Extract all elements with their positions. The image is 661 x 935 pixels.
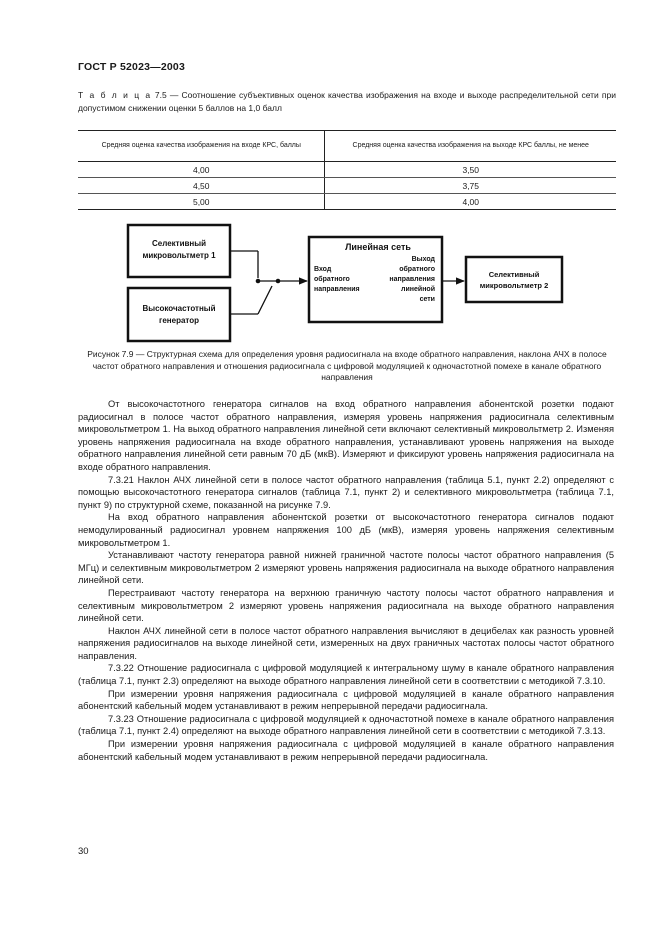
network-title: Линейная сеть [345, 242, 411, 252]
paragraph: От высокочастотного генератора сигналов на вход обратного направления абонентской розетки подают радиосигнал в полосе частот обратного направления, измеряя уровень напряжения радиосигнала селективным микровольтметром 1. На выход обратного направления линейной сети включают селективный микровольтметр 2. Изменяя уровень напряжения радиосигнала на входе обратного направления, устанавливают уровень напряжения на выходе обратного направления линейной сети равным 70 дБ (мкВ). Измеряют и фиксируют уровень напряжения радиосигнала на входе обратного направления. [78, 399, 614, 472]
paragraph: Перестраивают частоту генератора на верхнюю граничную частоту полосы частот обратного направления и селективным микровольтметром 2 измеряют уровень напряжения радиосигнала на выходе обратного направления линейной сети. [78, 587, 614, 624]
table-cell: 5,00 [78, 194, 325, 210]
table-caption-text: 7.5 — Соотношение субъективных оценок качества изображения на входе и выходе распределительной сети при допустимом снижении оценки 5 баллов на 1,0 балл [78, 90, 616, 113]
paragraph: Наклон АЧХ линейной сети в полосе частот обратного направления вычисляют в децибелах как разность уровней напряжения радиосигналов на выходе линейной сети, измеренных на двух граничных частотах полосы частот обратного направления. [78, 625, 614, 661]
selective-2-line-2: микровольтметр 2 [479, 281, 549, 290]
table-cell: 4,50 [78, 178, 325, 194]
generator-line-1: Высокочастотный [142, 304, 216, 313]
network-output-line-1: Выход [411, 256, 435, 263]
table-caption-label: Т а б л и ц а [78, 90, 152, 100]
table-cell: 4,00 [78, 162, 325, 178]
selective-microvoltmeter-2-box [466, 257, 562, 302]
table-cell: 3,50 [325, 162, 616, 178]
paragraph: При измерении уровня напряжения радиосигнала с цифровой модуляцией в канале обратного направления абонентский кабельный модем устанавливают в режим непрерывной передачи радиосигнала. [78, 688, 614, 712]
table-header-output: Средняя оценка качества изображения на выходе КРС баллы, не менее [325, 131, 616, 162]
table-header-row [78, 131, 616, 162]
selective-2-line-1: Селективный [488, 270, 540, 279]
network-output-line-4: линейной [401, 286, 435, 293]
network-output-line-3: направления [389, 276, 435, 283]
switch-connections [230, 251, 307, 314]
paragraph: Устанавливают частоту генератора равной нижней граничной частоте полосы частот обратного направления (5 МГц) и селективным микровольтметром 2 измеряют уровень напряжения радиосигнала на выходе обратного направления линейной сети. [78, 550, 614, 586]
document-header: ГОСТ Р 52023—2003 [78, 61, 186, 73]
table-7-5 [78, 130, 616, 210]
selective-microvoltmeter-1-box [128, 225, 230, 277]
network-input-line-2: обратного [314, 276, 350, 283]
table-caption [78, 89, 616, 114]
network-input-line-1: Вход [314, 266, 332, 273]
paragraph: 7.3.23 Отношение радиосигнала с цифровой модуляцией к одночастотной помехе в канале обратного направления (таблица 7.1, пункт 2.4) определяют на выходе обратного направления линейной сети в соответствии с методикой 7.3.13. [78, 713, 614, 737]
linear-network-box [309, 237, 442, 322]
table-cell: 4,00 [325, 194, 616, 210]
generator-line-2: генератор [159, 316, 199, 325]
table-row [78, 178, 616, 194]
network-output-line-5: сети [419, 296, 435, 303]
selective-1-line-1: Селективный [152, 239, 206, 248]
hf-generator-box [128, 288, 230, 341]
figure-caption: Рисунок 7.9 — Структурная схема для определения уровня радиосигнала на входе обратного направления, наклона АЧХ в полосе частот обратного направления и отношения радиосигнала с цифровой модуляцией к одночастотной помехе в канале обратного направления [87, 349, 607, 382]
table-header-input: Средняя оценка качества изображения на входе КРС, баллы [78, 131, 325, 162]
table-row [78, 194, 616, 210]
paragraph: При измерении уровня напряжения радиосигнала с цифровой модуляцией в канале обратного направления абонентский кабельный модем устанавливают в режим непрерывной передачи радиосигнала. [78, 739, 614, 762]
network-input-line-3: направления [314, 286, 360, 293]
selective-1-line-2: микровольтметр 1 [142, 251, 216, 260]
paragraph: 7.3.22 Отношение радиосигнала с цифровой модуляцией к интегральному шуму в канале обратного направления (таблица 7.1, пункт 2.3) определяют на выходе обратного направления линейной сети в соответствии с методикой 7.3.10. [78, 663, 614, 687]
switch-contact [256, 279, 261, 284]
paragraph: 7.3.21 Наклон АЧХ линейной сети в полосе частот обратного направления (таблица 5.1, пункт 2.2) определяют с помощью высокочастотного генератора сигналов (таблица 7.1, пункт 2) и селективного микровольтметра (таблица 7.1, пункт 9) по структурной схеме, показанной на рисунке 7.9. [78, 474, 614, 510]
table-row [78, 162, 616, 178]
switch-lever [258, 286, 272, 314]
network-output-line-2: обратного [399, 266, 435, 273]
block-diagram [78, 218, 616, 348]
switch-node [276, 279, 281, 284]
paragraph: На вход обратного направления абонентской розетки от высокочастотного генератора сигналов подают немодулированный радиосигнал уровнем напряжения 100 дБ (мкВ), измеряя уровень напряжения селективным микровольтметром 1. [78, 512, 614, 548]
page-number: 30 [78, 846, 89, 857]
body-text [78, 398, 614, 763]
table-cell: 3,75 [325, 178, 616, 194]
